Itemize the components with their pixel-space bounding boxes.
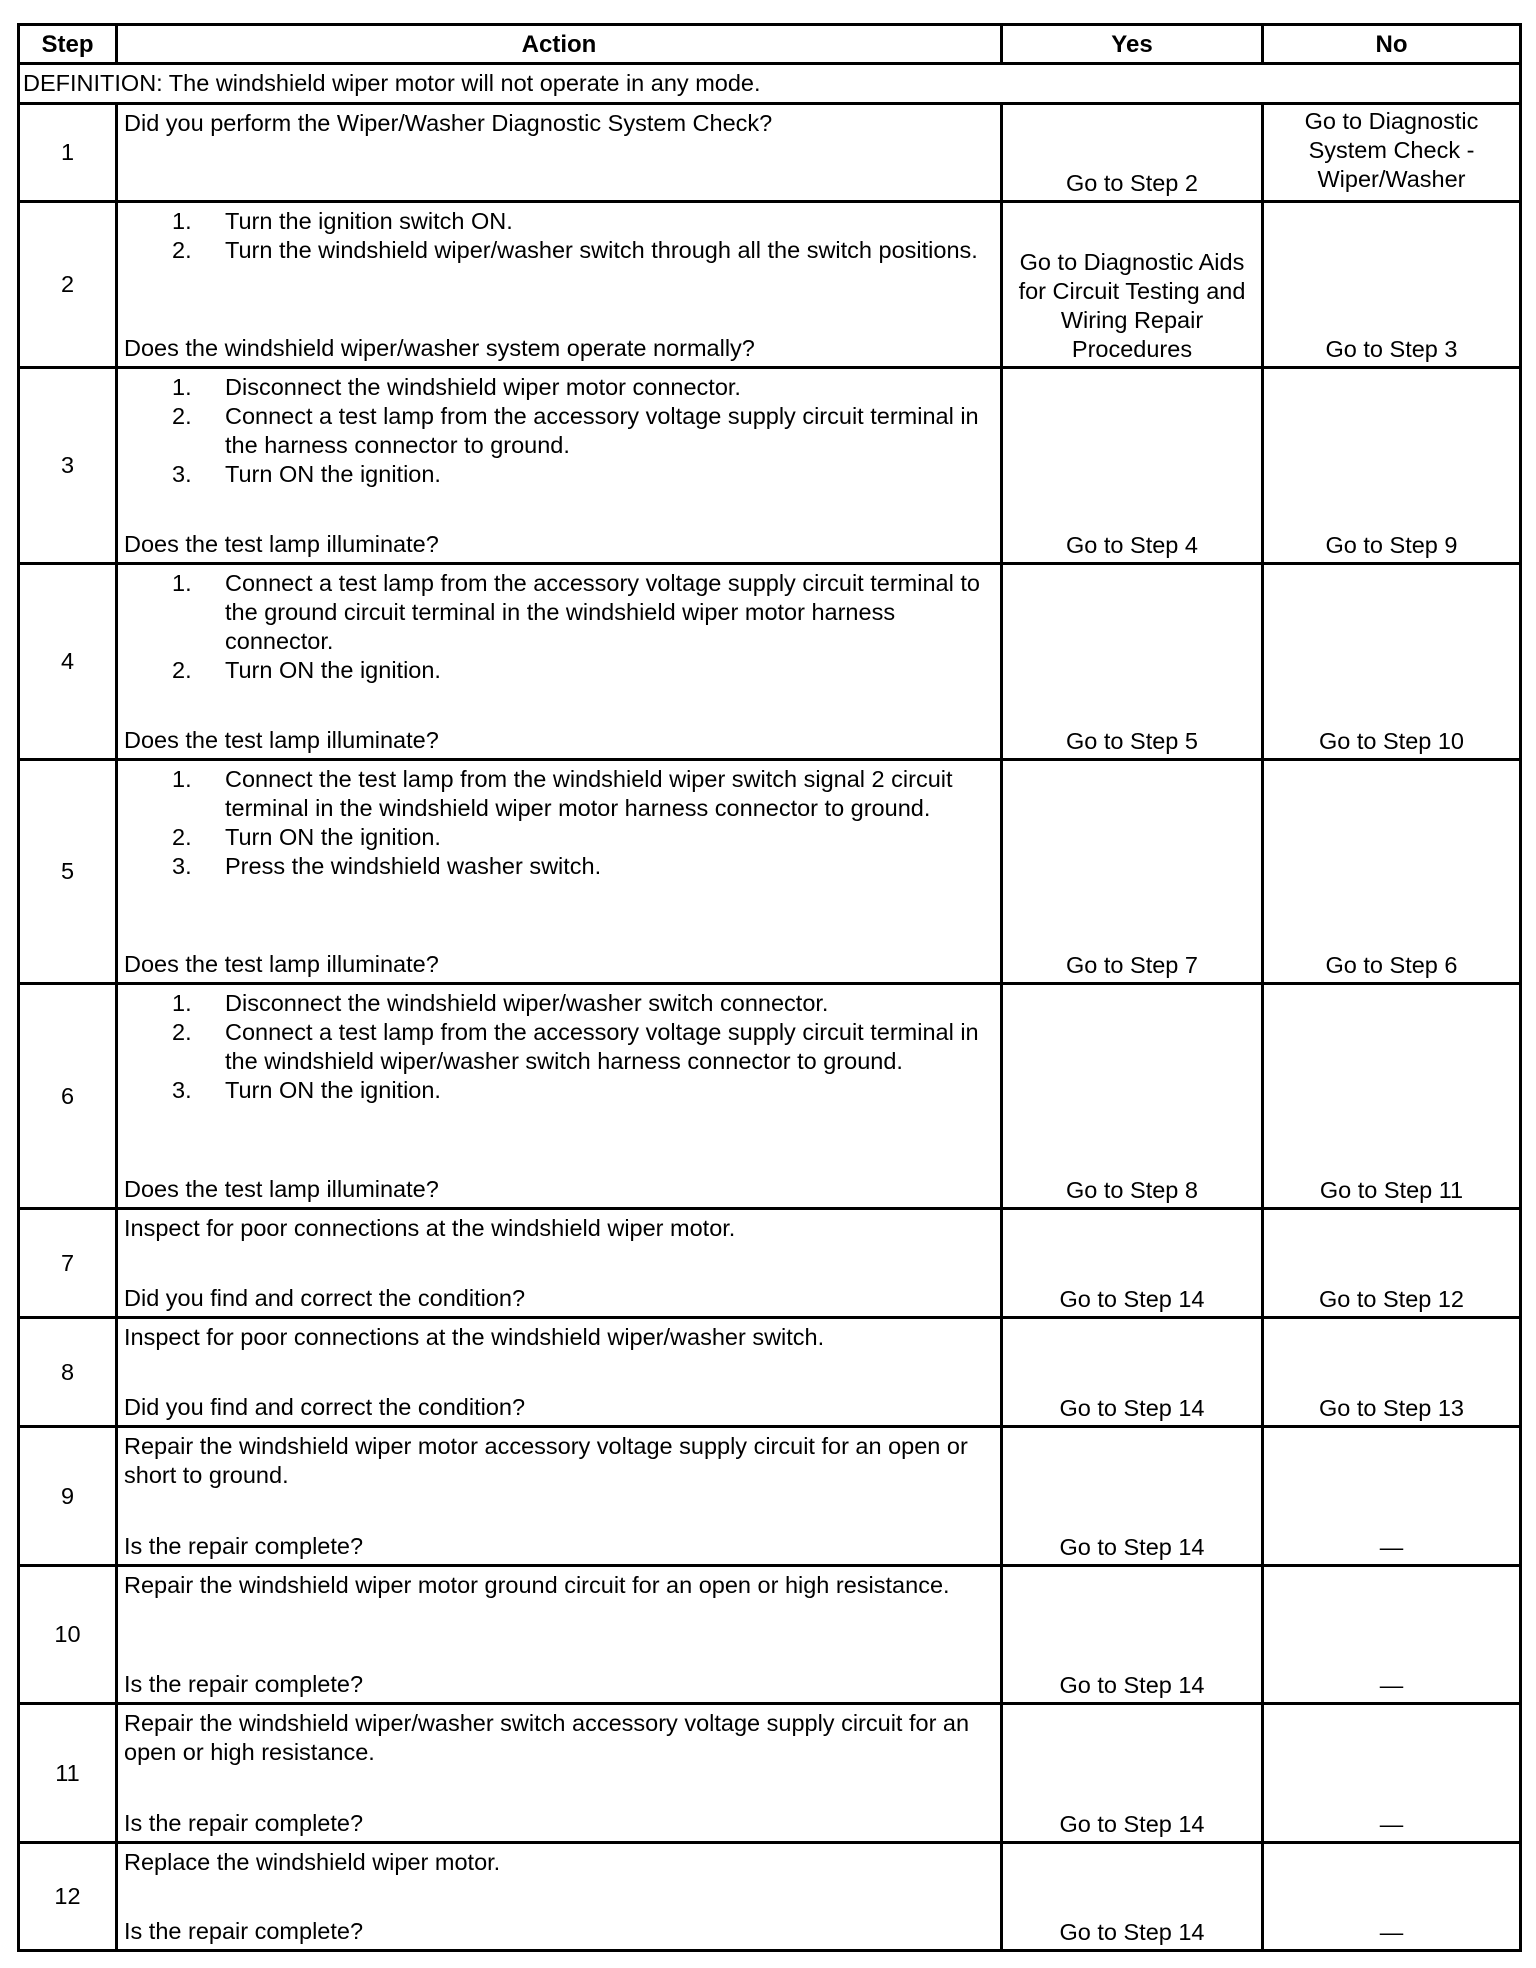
table-row — [19, 202, 1521, 368]
action-content — [124, 207, 994, 363]
substep-number: 2. — [172, 1019, 192, 1045]
action-content — [124, 1432, 994, 1561]
header-row — [19, 25, 1521, 64]
action-cell — [117, 368, 1002, 564]
action-content — [124, 765, 994, 979]
no-outcome: Go to Step 12 — [1263, 1209, 1521, 1318]
yes-outcome: Go to Step 14 — [1002, 1566, 1263, 1704]
substep-number: 1. — [172, 208, 192, 234]
action-instruction: Did you perform the Wiper/Washer Diagnostic System Check? — [124, 110, 773, 136]
no-outcome: — — [1263, 1843, 1521, 1951]
action-question: Did you find and correct the condition? — [124, 1285, 526, 1311]
substep-text: Turn ON the ignition. — [225, 461, 441, 487]
substep-text: Press the windshield washer switch. — [225, 853, 602, 879]
substep-list — [124, 989, 994, 1105]
action-cell — [117, 1843, 1002, 1951]
action-body — [124, 1848, 994, 1877]
step-number: 9 — [19, 1427, 117, 1566]
diagnostic-table — [17, 23, 1522, 1952]
action-body — [124, 1323, 994, 1352]
substep-item — [124, 402, 994, 460]
yes-outcome: Go to Step 14 — [1002, 1427, 1263, 1566]
action-cell — [117, 104, 1002, 202]
yes-outcome: Go to Step 2 — [1002, 104, 1263, 202]
substep-item — [124, 460, 994, 489]
substep-number: 3. — [172, 461, 192, 487]
substep-item — [124, 989, 994, 1018]
substep-item — [124, 569, 994, 656]
step-number: 6 — [19, 984, 117, 1209]
action-instruction: Inspect for poor connections at the windshield wiper motor. — [124, 1215, 736, 1241]
action-body — [124, 373, 994, 489]
step-number: 5 — [19, 760, 117, 984]
no-outcome: Go to Step 6 — [1263, 760, 1521, 984]
substep-list — [124, 569, 994, 685]
step-number: 7 — [19, 1209, 117, 1318]
action-body — [124, 1214, 994, 1243]
yes-outcome: Go to Step 8 — [1002, 984, 1263, 1209]
substep-list — [124, 373, 994, 489]
substep-number: 1. — [172, 766, 192, 792]
action-body — [124, 109, 994, 138]
definition-row — [19, 64, 1521, 104]
substep-text: Turn ON the ignition. — [225, 1077, 441, 1103]
action-cell — [117, 1209, 1002, 1318]
substep-number: 3. — [172, 853, 192, 879]
table-row — [19, 104, 1521, 202]
action-content — [124, 1214, 994, 1313]
action-cell — [117, 1318, 1002, 1427]
step-number: 1 — [19, 104, 117, 202]
no-outcome: Go to Step 13 — [1263, 1318, 1521, 1427]
action-content — [124, 989, 994, 1204]
action-cell — [117, 1566, 1002, 1704]
action-content — [124, 109, 994, 197]
substep-text: Disconnect the windshield wiper motor connector. — [225, 374, 741, 400]
action-question: Is the repair complete? — [124, 1918, 364, 1944]
yes-outcome: Go to Step 5 — [1002, 564, 1263, 760]
substep-item — [124, 656, 994, 685]
header-yes: Yes — [1002, 25, 1263, 64]
substep-number: 2. — [172, 403, 192, 429]
substep-item — [124, 373, 994, 402]
definition-text: DEFINITION: The windshield wiper motor will not operate in any mode. — [19, 64, 1521, 104]
yes-outcome: Go to Step 7 — [1002, 760, 1263, 984]
no-outcome: — — [1263, 1427, 1521, 1566]
action-cell — [117, 984, 1002, 1209]
substep-text: Turn the windshield wiper/washer switch through all the switch positions. — [225, 237, 978, 263]
substep-number: 2. — [172, 657, 192, 683]
substep-item — [124, 207, 994, 236]
substep-text: Turn ON the ignition. — [225, 824, 441, 850]
yes-outcome: Go to Step 4 — [1002, 368, 1263, 564]
action-body — [124, 765, 994, 881]
action-question: Is the repair complete? — [124, 1671, 364, 1697]
yes-outcome: Go to Step 14 — [1002, 1843, 1263, 1951]
table-row — [19, 1843, 1521, 1951]
action-instruction: Repair the windshield wiper motor ground circuit for an open or high resistance. — [124, 1572, 950, 1598]
action-question: Does the windshield wiper/washer system operate normally? — [124, 335, 755, 361]
action-instruction: Inspect for poor connections at the windshield wiper/washer switch. — [124, 1324, 825, 1350]
action-cell — [117, 760, 1002, 984]
action-instruction: Repair the windshield wiper/washer switch accessory voltage supply circuit for an open or high resistance. — [124, 1710, 970, 1765]
action-question: Is the repair complete? — [124, 1533, 364, 1559]
action-question: Is the repair complete? — [124, 1810, 364, 1836]
action-question: Did you find and correct the condition? — [124, 1394, 526, 1420]
table-row — [19, 1427, 1521, 1566]
action-body — [124, 1709, 994, 1767]
action-question: Does the test lamp illuminate? — [124, 531, 439, 557]
substep-text: Turn ON the ignition. — [225, 657, 441, 683]
substep-number: 3. — [172, 1077, 192, 1103]
action-body — [124, 989, 994, 1105]
step-number: 2 — [19, 202, 117, 368]
table-row — [19, 368, 1521, 564]
substep-item — [124, 823, 994, 852]
no-outcome: Go to Step 10 — [1263, 564, 1521, 760]
action-question: Does the test lamp illuminate? — [124, 951, 439, 977]
action-content — [124, 1709, 994, 1838]
header-action: Action — [117, 25, 1002, 64]
action-instruction: Repair the windshield wiper motor accessory voltage supply circuit for an open or short to ground. — [124, 1433, 968, 1488]
action-content — [124, 373, 994, 559]
no-outcome: Go to Diagnostic System Check - Wiper/Washer — [1263, 104, 1521, 202]
yes-outcome: Go to Step 14 — [1002, 1209, 1263, 1318]
substep-list — [124, 207, 994, 265]
action-content — [124, 1571, 994, 1699]
substep-list — [124, 765, 994, 881]
substep-item — [124, 852, 994, 881]
substep-number: 1. — [172, 570, 192, 596]
table-row — [19, 564, 1521, 760]
table-row — [19, 1318, 1521, 1427]
no-outcome: Go to Step 11 — [1263, 984, 1521, 1209]
no-outcome: Go to Step 9 — [1263, 368, 1521, 564]
step-number: 8 — [19, 1318, 117, 1427]
action-cell — [117, 564, 1002, 760]
substep-text: Connect a test lamp from the accessory voltage supply circuit terminal to the ground circuit terminal in the windshield wiper motor harness connector. — [225, 570, 980, 654]
substep-number: 1. — [172, 374, 192, 400]
action-content — [124, 1848, 994, 1946]
table-row — [19, 984, 1521, 1209]
substep-text: Connect a test lamp from the accessory voltage supply circuit terminal in the windshield wiper/washer switch harness connector to ground. — [225, 1019, 979, 1074]
action-body — [124, 1571, 994, 1600]
step-number: 11 — [19, 1704, 117, 1843]
substep-text: Connect the test lamp from the windshield wiper switch signal 2 circuit terminal in the windshield wiper motor harness connector to ground. — [225, 766, 953, 821]
action-cell — [117, 1427, 1002, 1566]
table-row — [19, 1704, 1521, 1843]
no-outcome: — — [1263, 1704, 1521, 1843]
substep-item — [124, 236, 994, 265]
action-content — [124, 569, 994, 755]
action-body — [124, 207, 994, 265]
no-outcome: Go to Step 3 — [1263, 202, 1521, 368]
substep-number: 1. — [172, 990, 192, 1016]
action-question: Does the test lamp illuminate? — [124, 727, 439, 753]
substep-text: Disconnect the windshield wiper/washer switch connector. — [225, 990, 829, 1016]
substep-number: 2. — [172, 237, 192, 263]
table-row — [19, 760, 1521, 984]
step-number: 4 — [19, 564, 117, 760]
action-instruction: Replace the windshield wiper motor. — [124, 1849, 501, 1875]
step-number: 10 — [19, 1566, 117, 1704]
substep-item — [124, 1076, 994, 1105]
no-outcome: — — [1263, 1566, 1521, 1704]
action-cell — [117, 1704, 1002, 1843]
yes-outcome: Go to Step 14 — [1002, 1318, 1263, 1427]
action-body — [124, 1432, 994, 1490]
header-no: No — [1263, 25, 1521, 64]
header-step: Step — [19, 25, 117, 64]
action-content — [124, 1323, 994, 1422]
step-number: 3 — [19, 368, 117, 564]
substep-number: 2. — [172, 824, 192, 850]
step-number: 12 — [19, 1843, 117, 1951]
table-row — [19, 1566, 1521, 1704]
action-question: Does the test lamp illuminate? — [124, 1176, 439, 1202]
yes-outcome: Go to Diagnostic Aids for Circuit Testing and Wiring Repair Procedures — [1002, 202, 1263, 368]
substep-text: Turn the ignition switch ON. — [225, 208, 513, 234]
action-cell — [117, 202, 1002, 368]
substep-item — [124, 765, 994, 823]
substep-item — [124, 1018, 994, 1076]
yes-outcome: Go to Step 14 — [1002, 1704, 1263, 1843]
table-row — [19, 1209, 1521, 1318]
substep-text: Connect a test lamp from the accessory voltage supply circuit terminal in the harness connector to ground. — [225, 403, 979, 458]
action-body — [124, 569, 994, 685]
